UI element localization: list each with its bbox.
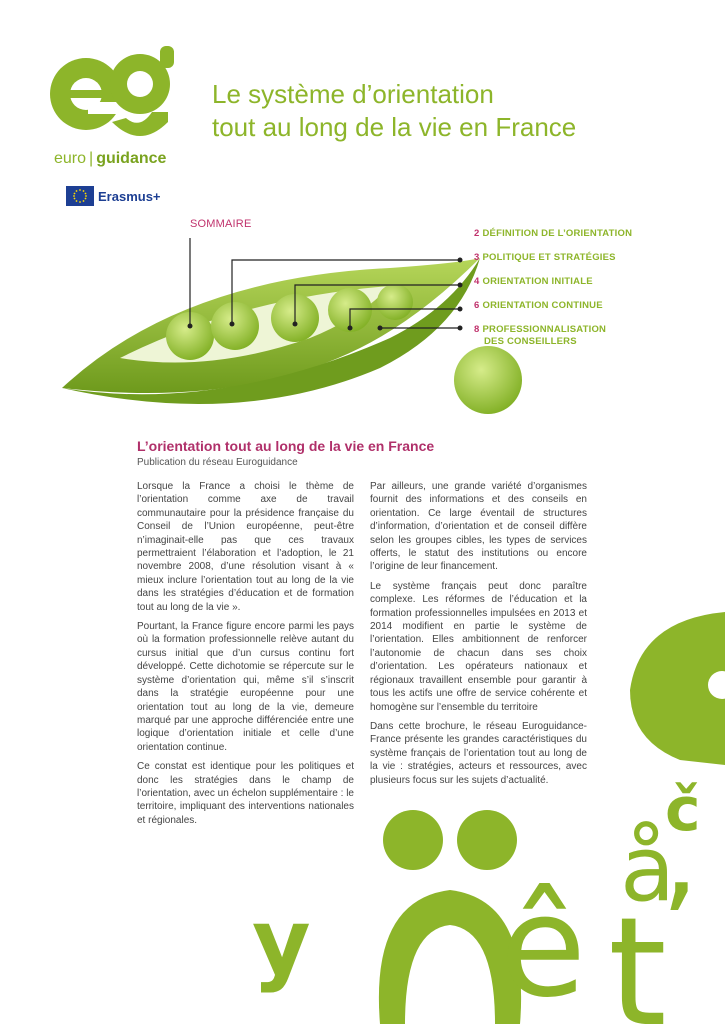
erasmus-label: Erasmus+ — [98, 188, 161, 204]
erasmus-badge — [66, 186, 161, 206]
paragraph: Ce constat est identique pour les politiques et donc les stratégies dans le champ de l’orientation, avec un échelon supplémentaire : le territoire, impliquant des interventions nationales et régionales. — [137, 761, 354, 826]
toc-item-number: 2 — [474, 228, 480, 239]
toc-item-label: ORIENTATION CONTINUE — [482, 300, 603, 311]
decor-dot — [457, 810, 517, 870]
toc-item-label: ORIENTATION INITIALE — [482, 276, 593, 287]
paragraph: Le système français peut donc paraître complexe. Les réformes de l’éducation et la formation professionnelles impulsées en 2013 et 2014 modifient en partie le système de l’orientation. Elles ambitionnent de renforcer l’autonomie de chacun dans ses choix d’orientation. Les opérateurs nationaux et régionaux travaillent ensemble pour garantir à tous les actifs une offre de service cohérente et homogène sur l’ensemble du territoire — [370, 580, 587, 713]
decor-letter-y: y — [252, 890, 311, 995]
euroguidance-logo — [48, 38, 176, 156]
toc-item-definition[interactable] — [474, 228, 632, 240]
toc-item-number: 4 — [474, 276, 480, 287]
page-title — [212, 78, 692, 144]
toc-item-label-line2: DES CONSEILLERS — [484, 336, 577, 347]
decor-letter-e-circumflex: ê — [500, 866, 587, 1024]
paragraph: Dans cette brochure, le réseau Euroguidance-France présente les grandes caractéristiques du système français de l’orientation tout au long de la vie : stratégies, acteurs et ressources, avec plusieurs focus sur les sujets d’actualité. — [370, 720, 587, 786]
decor-letter-t: t — [608, 886, 667, 1024]
title-line-2: tout au long de la vie en France — [212, 112, 577, 142]
eu-flag-icon — [66, 186, 94, 206]
toc-item-number: 8 — [474, 324, 480, 335]
logo-separator: | — [89, 150, 94, 167]
paragraph: Pourtant, la France figure encore parmi les pays où la formation professionnelle relève autant du cursus initial que d’un cursus continu fort développé. Cette dichotomie se répercute sur le système d’orientation qui, même s’il s’inscrit dans la stratégie européenne pour une orientation tout au long de la vie, demeure marqué par une approche différenciée entre une logique d’orientation initiale et celle d’une orientation continue. — [137, 621, 354, 753]
paragraph: Par ailleurs, une grande variété d’organismes fournit des informations et des conseils en orientation. Ce large éventail de structures d’information, d’orientation et de conseil diffère selon les groupes cibles, les types de services offerts, le statut des institutions ou encore l’origine de leur financement. — [370, 481, 587, 573]
decor-letter-c-caron: č — [665, 775, 701, 845]
toc-item-continue[interactable] — [474, 300, 603, 312]
decor-letter-a-ring: å — [620, 817, 676, 922]
toc-item-label: DÉFINITION DE L’ORIENTATION — [482, 228, 633, 239]
toc-item-label: POLITIQUE ET STRATÉGIES — [482, 252, 616, 263]
decor-apostrophe: ’ — [660, 860, 699, 999]
logo-wordmark — [54, 150, 166, 168]
toc-item-professionnalisation[interactable] — [474, 324, 606, 348]
paragraph: Lorsque la France a choisi le thème de l’orientation comme axe de travail communautaire pour la présidence française du Conseil de l’Union européenne, peut-être n’imaginait-elle pas que ces travaux permettraient l’élaboration et l’adoption, le 21 novembre 2008, d’une résolution visant à « mieux inclure l’orientation tout au long de la vie dans les stratégies d’éducation et de formation tout au long de la vie ». — [137, 481, 354, 613]
toc-item-politique[interactable] — [474, 252, 616, 264]
toc-item-label: PROFESSIONNALISATION — [482, 324, 607, 335]
article-title: L’orientation tout au long de la vie en France — [137, 438, 435, 454]
logo-text-euro: euro — [54, 150, 87, 167]
article-subtitle: Publication du réseau Euroguidance — [137, 457, 298, 468]
title-line-1: Le système d’orientation — [212, 79, 494, 109]
decor-dot — [383, 810, 443, 870]
decorative-letters — [0, 600, 725, 1024]
toc-item-initiale[interactable] — [474, 276, 593, 288]
logo-text-guidance: guidance — [96, 150, 167, 167]
toc-item-number: 3 — [474, 252, 480, 263]
toc-heading: SOMMAIRE — [190, 218, 252, 230]
toc-item-number: 6 — [474, 300, 480, 311]
